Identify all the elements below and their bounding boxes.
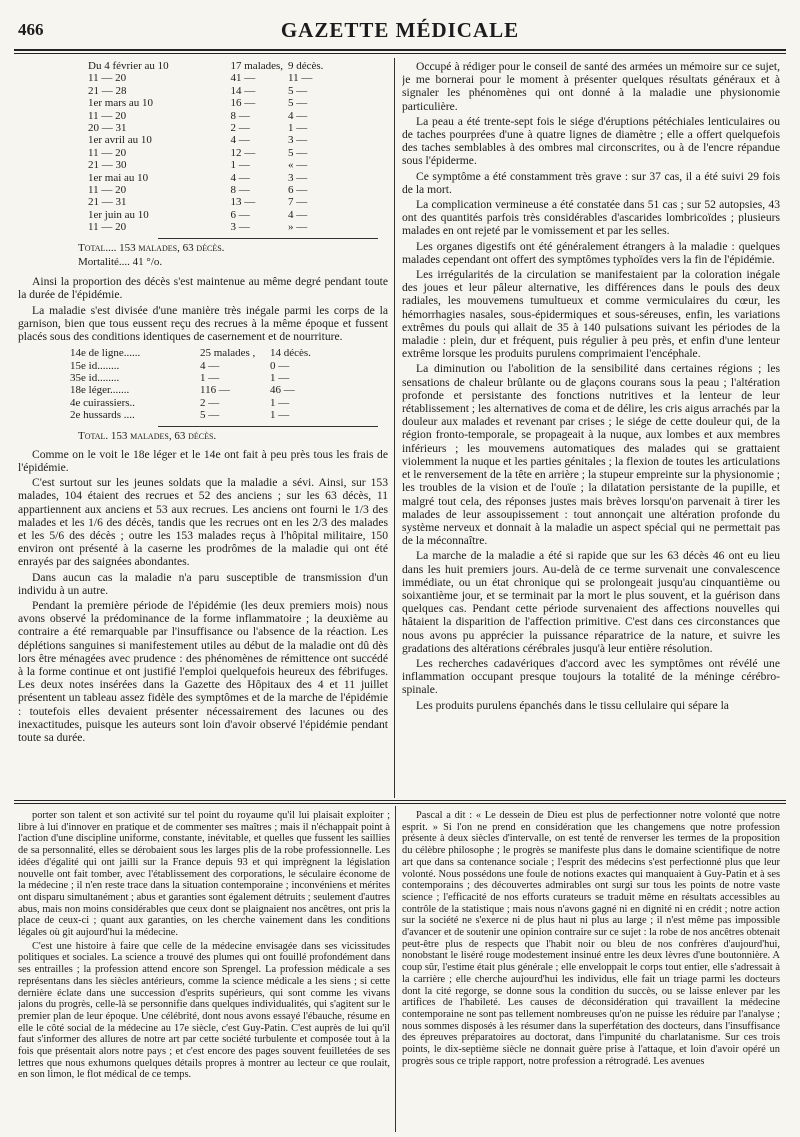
table-cell: 14e de ligne......: [70, 347, 141, 360]
period-row: [18, 159, 388, 171]
table-cell: 41 —: [230, 72, 256, 85]
table-cell: 17 malades,: [230, 60, 284, 72]
table-cell: 4e cuirassiers..: [70, 396, 136, 409]
article-paragraph: Les organes digestifs ont été généralement étrangers à la maladie : quelques malades cependant ont offert des symptômes typhoïdes vers la fin de l'épidémie.: [402, 239, 780, 266]
table-cell: 18e léger.......: [70, 384, 130, 397]
table-cell: 4 —: [200, 359, 220, 372]
table-cell: 14 —: [230, 84, 256, 97]
feuilleton-paragraph: Pascal a dit : « Le dessein de Dieu est plus de perfectionner notre volonté que notre esprit. » Si l'on ne prend en considération que les changemens que notre profession présente à deux siècles d'intervalle, on est tenté de renverser les termes de la proposition du célèbre philosophe ; le progrès se manifeste plus dans le domaine scientifique de notre art que dans sa contenance sociale ; l'esprit des médecins s'est perfectionné plus que leur volonté. Nous possédons une foule de notions exactes qui manquaient à Guy-Patin et à ses contemporains ; des découvertes admirables ont surgi sur tous les points de notre vaste science ; l'efficacité de nos efforts curateurs se traduit même en résultats accessibles au contrôle de la statistique ; mais nous n'avons gagné ni en dignité ni en crédit ; notre action sur la société ne s'exerce ni de plus haut ni plus au large ; il n'est même pas impossible d'avancer et de soutenir une opinion contraire sur ce sujet : la robe de nos ancêtres obtenait peut-être plus de respects que l'habit noir ou bleu de nos confrères d'aujourd'hui, nonobstant le liséré rouge modestement insinué entre les deux lèvres d'une boutonnière. A coup sûr, l'estime était plus générale ; elle enveloppait le corps tout entier, elle s'adressait à la carrière ; elle cherche aujourd'hui les individus, elle fait un triage parmi les docteurs dont la cité regorge, se donne sous la condition du succès, ou se laisse enlever par les artifices de l'habileté. Les causes de déconsidération qui travaillent la médecine contemporaine ne sont pas tellement nombreuses qu'on ne puisse les réduire par l'analyse ; nous sommes disposés à les résumer dans la superfétation des docteurs, dans l'insuffisance des épreuves préparatoires au doctorat, dans l'impunité du charlatanisme. Sur ces trois points, le dix-septième siècle ne donnait guère prise à l'attaque, et loin d'avoir opéré un progrès sous ce triple rapport, notre profession a rétrogradé. Les avenues: [402, 810, 780, 1067]
table-cell: 13 —: [230, 196, 256, 209]
article-paragraph: La complication vermineuse a été constatée dans 51 cas ; sur 52 autopsies, 43 ont des quantités parfois très considérables d'ascarides lombricoïdes ; plusieurs malades en ont rejeté par le vomissement et par les selles.: [402, 198, 780, 238]
table-cell: 11 —: [288, 72, 313, 85]
feuilleton-rule-thin: [14, 803, 786, 804]
table-cell: 5 —: [288, 97, 308, 110]
table-cell: 1 —: [288, 122, 308, 135]
table-total-rule: [158, 426, 378, 427]
table-cell: 4 —: [288, 208, 308, 221]
table-cell: 16 —: [230, 97, 256, 110]
regiment-row: [18, 384, 388, 396]
period-row: [18, 60, 388, 72]
table-cell: 5 —: [200, 409, 220, 422]
period-row: [18, 184, 388, 196]
table-cell: 1er mai au 10: [88, 171, 149, 184]
table-cell: 2e hussards ....: [70, 409, 135, 422]
table-cell: 5 —: [288, 146, 308, 159]
table-cell: 14 décès.: [270, 347, 311, 360]
regiment-row: [18, 360, 388, 372]
regiment-row: [18, 347, 388, 359]
article-paragraph: La peau a été trente-sept fois le siége d'éruptions pétéchiales lenticulaires ou de taches pourprées d'une à quatre lignes de diamètre ; elle a offert quelquefois des taches semblables à des ombres mal circonscrites, ou à de l'encre répandue sous l'épiderme.: [402, 114, 780, 168]
column-divider: [394, 58, 395, 798]
feuilleton-paragraph: porter son talent et son activité sur tel point du royaume qu'il lui plaisait exploiter ; libre à lui d'innover en pratique et de commenter ses maîtres ; mais il n'échappait point à l'action d'une discipline uniforme, constante, inévitable, et quelles que fussent les saillies de sa personnalité, elles se dérobaient sous les larges plis de la robe professionnelle. Les idées d'égalité qui ont jailli sur la France depuis 93 et qui imprègnent la législation nouvelle ont fait tomber, avec l'établissement des corporations, le séculaire économe de la médecine ; il n'en reste trace dans la situation contemporaine ; inconvéniens et mérites ont disparu simultanément ; abus et garanties sont également détruits ; seulement d'autres abus, mais non moins considérables que ceux dont se plaignaient nos ancêtres, ont pris la place de ceux-ci ; quant aux garanties, on les cherche vainement dans les conditions légales où git aujourd'hui la médecine.: [18, 810, 390, 939]
table-cell: 21 — 30: [88, 159, 127, 172]
period-table: [18, 60, 388, 234]
table-cell: 11 — 20: [88, 146, 127, 159]
period-row: [18, 72, 388, 84]
period-table-total: Total.... 153 malades, 63 décès.: [78, 241, 225, 254]
regiment-table-total: Total. 153 malades, 63 décès.: [78, 429, 217, 442]
table-cell: 6 —: [230, 208, 250, 221]
table-cell: 21 — 28: [88, 84, 127, 97]
table-cell: 4 —: [288, 109, 308, 122]
table-cell: 0 —: [270, 359, 290, 372]
table-cell: 4 —: [230, 171, 250, 184]
table-cell: 2 —: [200, 396, 220, 409]
header-rule-thin: [14, 53, 786, 54]
table-cell: 116 —: [200, 384, 230, 397]
period-row: [18, 134, 388, 146]
table-cell: 11 — 20: [88, 184, 127, 197]
table-cell: 46 —: [270, 384, 295, 397]
table-cell: 1 —: [230, 159, 250, 172]
table-cell: » —: [288, 221, 308, 234]
regiment-row: [18, 409, 388, 421]
page-header: [10, 18, 790, 46]
table-cell: 11 — 20: [88, 221, 127, 234]
table-cell: 4 —: [230, 134, 250, 147]
table-cell: 3 —: [288, 171, 308, 184]
table-cell: 35e id........: [70, 371, 120, 384]
table-cell: 9 décès.: [288, 60, 324, 72]
table-cell: 11 — 20: [88, 72, 127, 85]
article-paragraph: Ainsi la proportion des décès s'est maintenue au même degré pendant toute la durée de l'épidémie.: [18, 275, 388, 302]
period-row: [18, 196, 388, 208]
left-column: [18, 60, 388, 795]
feuilleton-column-divider: [395, 806, 396, 1132]
regiment-row: [18, 372, 388, 384]
table-cell: 1 —: [200, 371, 220, 384]
table-cell: 8 —: [230, 109, 250, 122]
table-cell: 1 —: [270, 409, 290, 422]
table-cell: 5 —: [288, 84, 308, 97]
article-paragraph: Les produits purulens épanchés dans le tissu cellulaire qui sépare la: [416, 698, 729, 712]
right-column: [402, 60, 780, 795]
period-row: [18, 97, 388, 109]
header-rule: [14, 49, 786, 51]
article-paragraph: Occupé à rédiger pour le conseil de santé des armées un mémoire sur ce sujet, je me bornerai pour le moment à présenter quelques résultats généraux et à signaler les phénomènes qui ont donné à la maladie une physionomie particulière.: [402, 60, 780, 113]
feuilleton-rule: [14, 800, 786, 801]
period-row: [18, 209, 388, 221]
article-paragraph: Pendant la première période de l'épidémie (les deux premiers mois) nous avons observé la prédominance de la forme inflammatoire ; la deuxième au contraire a été remarquable par l'insuffisance ou l'absence de la réaction. Les déplétions sanguines si manifestement utiles au début de la maladie ont dû dès lors être ménagées avec prudence : des phénomènes de rémittence ont succédé à la forme continue et ont justifié l'emploi quelquefois heureux des fébrifuges. Les deux notes insérées dans la Gazette des Hôpitaux des 4 et 11 juillet présentent un tableau assez fidèle des symptômes et de la marche de l'épidémie : toutefois elles devaient présenter nécessairement des lacunes ou des inexactitudes, puisque les auteurs sont loin d'avoir observé l'épidémie pendant toute sa durée.: [18, 598, 388, 745]
page-number: 466: [18, 20, 44, 39]
table-total-rule: [158, 238, 378, 239]
table-cell: 1 —: [270, 396, 290, 409]
table-cell: 20 — 31: [88, 122, 127, 135]
article-paragraph: C'est surtout sur les jeunes soldats que la maladie a sévi. Ainsi, sur 153 malades, 104 étaient des recrues et 52 des anciens ; sur les 63 décès, 11 appartiennent aux anciens et 53 aux recrues. Les anciens ont fourni le 1/3 des malades et les 1/6 des décès, tandis que les recrues ont en les 2/3 des malades et les 5/6 des décès ; outre les 153 malades reçus à l'hôpital militaire, 150 environ ont présenté à la caserne les prodrômes de la maladie qui ont été enrayés par des saignées abondantes.: [18, 476, 388, 569]
article-paragraph: Dans aucun cas la maladie n'a paru susceptible de transmission d'un individu à un autre.: [18, 570, 388, 597]
table-cell: 2 —: [230, 122, 250, 135]
article-paragraph: Ce symptôme a été constamment très grave : sur 37 cas, il a été suivi 29 fois de la mort.: [402, 169, 780, 196]
table-cell: 1 —: [270, 371, 290, 384]
period-row: [18, 147, 388, 159]
period-row: [18, 122, 388, 134]
table-cell: 1er avril au 10: [88, 134, 152, 147]
period-row: [18, 172, 388, 184]
period-row: [18, 221, 388, 233]
article-paragraph: La marche de la maladie a été si rapide que sur les 63 décès 46 ont eu lieu dans les huit premiers jours. Au-delà de ce terme survenait une convalescence immédiate, ou un état chronique qui se prolongeait jusqu'au cinquantième ou soixantième jour, et se terminait par la mort le plus souvent, et la guérison dans quelques cas. Pendant cette période survenaient des affections nouvelles qui hâtaient la disparition de l'affection primitive. C'est dans ces circonstances que nous avons pu apprécier la puissance réparatrice de la nature, et suivre les gradations des altérations cérébrales jusqu'à leur entière résolution.: [402, 549, 780, 655]
table-cell: 15e id........: [70, 359, 120, 372]
masthead-title: GAZETTE MÉDICALE: [280, 18, 520, 42]
article-paragraph: La maladie s'est divisée d'une manière très inégale parmi les corps de la garnison, bien que tous eussent reçu des recrues à la même époque et fussent placés sous des conditions identiques de casernement et de nourriture.: [18, 303, 388, 343]
table-cell: 6 —: [288, 184, 308, 197]
article-paragraph: Les recherches cadavériques d'accord avec les symptômes ont révélé une inflammation occupant presque toujours la totalité de la méninge cérébro-spinale.: [402, 656, 780, 697]
table-cell: 25 malades ,: [200, 347, 256, 360]
table-cell: 3 —: [230, 221, 250, 234]
table-cell: 12 —: [230, 146, 256, 159]
regiment-row: [18, 397, 388, 409]
feuilleton-right-column: [402, 810, 780, 1132]
feuilleton-left-column: [18, 810, 390, 1132]
table-cell: 1er juin au 10: [88, 208, 149, 221]
table-cell: 7 —: [288, 196, 308, 209]
mortality-rate: Mortalité.... 41 °/o.: [78, 255, 163, 268]
article-paragraph: Les irrégularités de la circulation se manifestaient par la coloration inégale des joues et leur pâleur alternative, les différences dans le pouls des deux radiales, les mouvemens tumultueux et comme vermiculaires du cœur, les hémorrhagies nasales, sous-épidermiques et sous-séreuses, enfin, les variations extrêmes du pouls qui allait de 35 à 140 pulsations suivant les périodes de la maladie : plein, dur et fréquent, puis régulier à peu près, et enfin d'une lenteur extrême lorsque les produits purulens comprimaient l'encéphale.: [402, 268, 780, 361]
table-cell: 3 —: [288, 134, 308, 147]
feuilleton-paragraph: C'est une histoire à faire que celle de la médecine envisagée dans ses vicissitudes politiques et sociales. La science a trouvé des plumes qui ont fouillé profondément dans ses entrailles ; la profession attend encore son Sprengel. La profession médicale a ses représentans dans les siècles antérieurs, comme la science médicale a les siens ; si cette dernière éclate dans une succession d'esprits supérieurs, qui sont comme les vivans jalons du progrès, celle-là se personnifie dans quelques individualités, qui s'agitent sur le premier plan de leur époque. Une célébrité, dont nous avons essayé l'ébauche, résume en elle le côté social de la médecine au 17e siècle, c'est Guy-Patin. C'est auprès de lui qu'il faut s'informer des allures de notre art par cette société turbulente et composée tout à la fois que présentait alors notre pays ; et c'est encore des pages souvent feuilletées de ses lettres que nous exhumons quelques détails propres à montrer au lecteur ce que roulait, en son limon, le flot médical de ce temps.: [18, 940, 390, 1081]
article-paragraph: La diminution ou l'abolition de la sensibilité dans certaines régions ; les sensations de chaleur brûlante ou de glaçons courans sous la peau ; l'altération profonde et persistante des fonctions nutritives et la lenteur de leur rétablissement ; les alternatives de coma et de délire, les cris aigus arrachés par la douleur aux malades et revenant par crises ; le siége de cette douleur qui, de la région fronto-temporale, se propageait à la nuque, aux lombes et aux membres inférieurs ; les mouvemens automatiques des malades qui se grattaient violemment la nuque et les parties génitales ; la flexion de toutes les articulations et le renversement de la tête en arrière ; la stupeur empreinte sur la physionomie ; les troubles de la vision et de l'ouïe ; la dilatation persistante de la pupille, et malgré tout cela, des réponses justes mais brèves lorsqu'on parvenait à tirer les malades de leur assoupissement : tout annonçait une altération profonde du système nerveux et donnait à la maladie un aspect spécial qui ne permettait pas de la méconnaître.: [402, 362, 780, 548]
table-cell: Du 4 février au 10: [88, 60, 169, 72]
table-cell: 1er mars au 10: [88, 97, 154, 110]
table-cell: 8 —: [230, 184, 250, 197]
article-paragraph: Comme on le voit le 18e léger et le 14e ont fait à peu près tous les frais de l'épidémie.: [18, 447, 388, 474]
period-row: [18, 110, 388, 122]
table-cell: 21 — 31: [88, 196, 127, 209]
table-cell: 11 — 20: [88, 109, 127, 122]
period-row: [18, 85, 388, 97]
table-cell: « —: [288, 159, 308, 172]
regiment-table: [18, 347, 388, 421]
